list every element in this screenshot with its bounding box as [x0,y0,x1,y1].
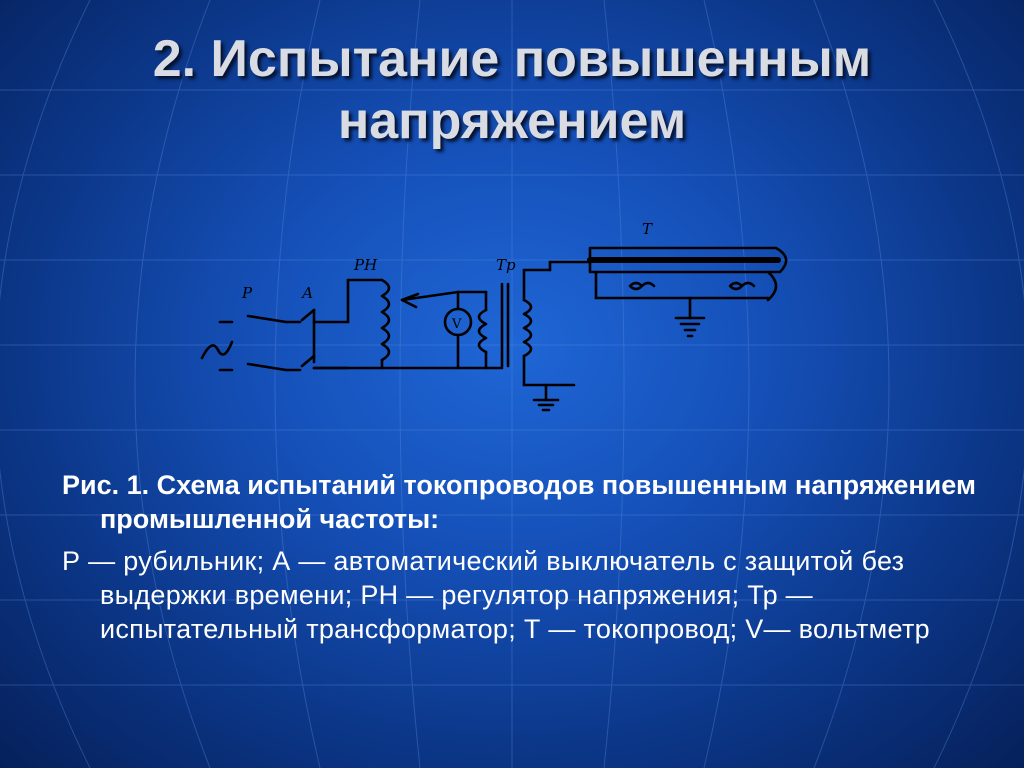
label-breaker: А [302,284,314,302]
circuit-diagram [190,210,810,420]
title-line-1: 2. Испытание повышенным [152,30,872,88]
ac-source-symbol [202,342,232,358]
label-conductor: Т [642,220,653,238]
figure-legend: Р — рубильник; А — автоматический выключатель с защитой без выдержки времени; РН — регулятор напряжения; Тр — испытательный трансформатор; Т — токопровод; V— вольтметр [62,546,930,644]
label-voltmeter: V [452,317,462,332]
title-line-2: напряжением [337,92,687,150]
figure-caption [62,468,982,646]
label-regulator: РН [354,256,378,274]
figure-title: Рис. 1. Схема испытаний токопроводов повышенным напряжением промышленной частоты: [62,470,976,534]
label-switch: Р [242,284,253,302]
label-transformer: Тр [496,256,516,274]
slide-title [0,28,1024,152]
